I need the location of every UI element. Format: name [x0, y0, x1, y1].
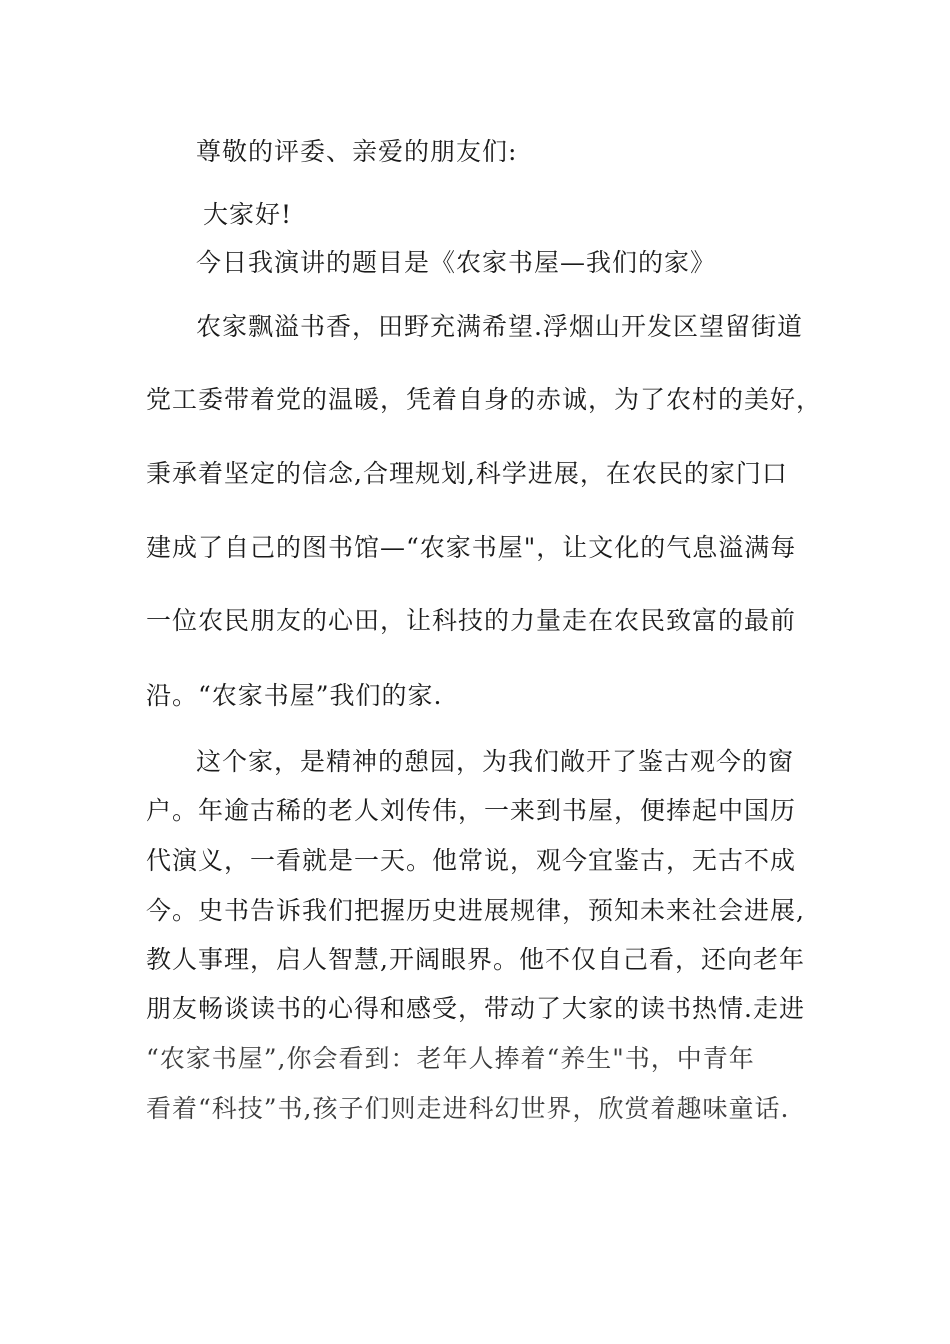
- paragraph-line: 户。年逾古稀的老人刘传伟，一来到书屋，便捧起中国历: [146, 796, 797, 825]
- paragraph-line: 今。史书告诉我们把握历史进展规律，预知未来社会进展,: [146, 896, 805, 925]
- paragraph-line: 这个家，是精神的憩园，为我们敞开了鉴古观今的窗: [196, 747, 795, 776]
- paragraph-line: 建成了自己的图书馆—“农家书屋"，让文化的气息溢满每: [146, 533, 797, 562]
- paragraph-line: 看着“科技”书,孩子们则走进科幻世界，欣赏着趣味童话.: [146, 1094, 790, 1123]
- paragraph-line: 一位农民朋友的心田，让科技的力量走在农民致富的最前: [146, 606, 797, 635]
- paragraph-line: 沿。“农家书屋”我们的家.: [146, 681, 443, 710]
- paragraph-line: 朋友畅谈读书的心得和感受，带动了大家的读书热情.走进: [146, 994, 805, 1023]
- paragraph-line: 教人事理，启人智慧,开阔眼界。他不仅自己看，还向老年: [146, 945, 805, 974]
- speech-title-line: 今日我演讲的题目是《农家书屋—我们的家》: [196, 248, 717, 277]
- paragraph-line: 农家飘溢书香，田野充满希望.浮烟山开发区望留街道: [196, 312, 803, 341]
- paragraph-line: 党工委带着党的温暖，凭着自身的赤诚，为了农村的美好，: [146, 385, 823, 414]
- paragraph-line: “农家书屋”,你会看到：老年人捧着“养生"书，中青年: [146, 1044, 755, 1073]
- greeting: 大家好!: [203, 200, 293, 229]
- paragraph-line: 秉承着坚定的信念,合理规划,科学进展，在农民的家门口: [146, 459, 788, 488]
- salutation: 尊敬的评委、亲爱的朋友们:: [196, 137, 518, 166]
- paragraph-line: 代演义，一看就是一天。他常说，观今宜鉴古，无古不成: [146, 846, 797, 875]
